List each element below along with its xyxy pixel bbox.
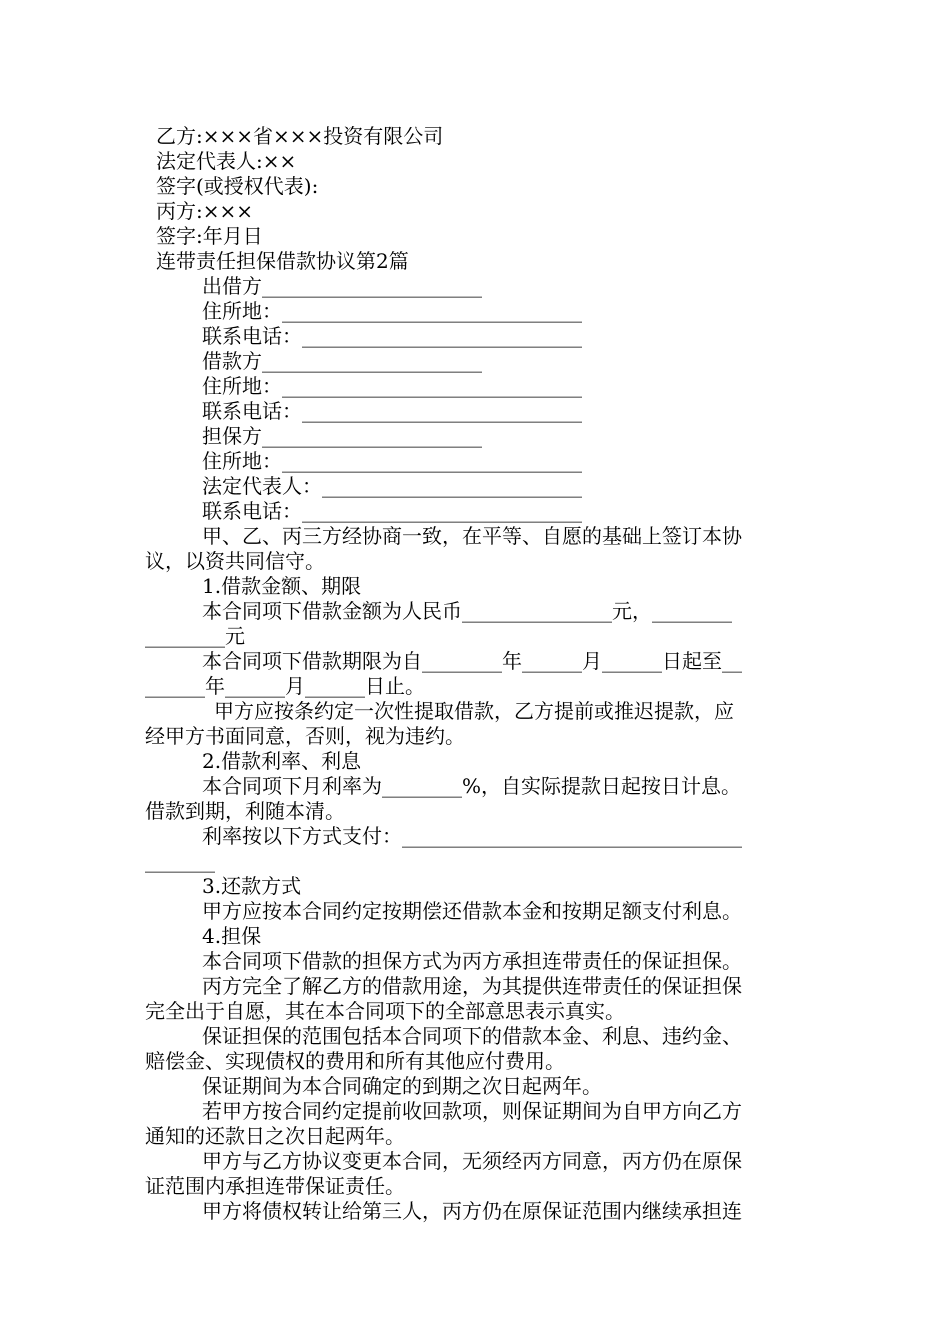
guarantee-method-line: 本合同项下借款的担保方式为丙方承担连带责任的保证担保。 (202, 949, 742, 973)
guarantee-purpose-line-2: 完全出于自愿，其在本合同项下的全部意思表示真实。 (145, 999, 625, 1023)
guarantor-legal-rep-line: 法定代表人：__________________________ (202, 474, 582, 498)
lender-address-line: 住所地：______________________________ (202, 299, 582, 323)
payment-method-line-1: 利率按以下方式支付：__________________________________ (202, 824, 742, 848)
sign-date-line: 签字:年月日 (156, 224, 263, 248)
heading-interest: 2.借款利率、利息 (202, 749, 362, 773)
guarantee-scope-line-1: 保证担保的范围包括本合同项下的借款本金、利息、违约金、 (202, 1024, 742, 1048)
early-recall-line-2: 通知的还款日之次日起两年。 (145, 1124, 405, 1148)
guarantee-scope-line-2: 赔偿金、实现债权的费用和所有其他应付费用。 (145, 1049, 565, 1073)
loan-term-line-1: 本合同项下借款期限为自________年______月______日起至__ (202, 649, 742, 673)
borrower-phone-line: 联系电话：____________________________ (202, 399, 582, 423)
drawdown-line-1: 甲方应按条约定一次性提取借款，乙方提前或推迟提款，应 (214, 699, 734, 723)
payment-method-line-2: _______ (145, 849, 215, 873)
borrower-line: 借款方______________________ (202, 349, 482, 373)
lender-phone-line: 联系电话：____________________________ (202, 324, 582, 348)
heading-repayment: 3.还款方式 (202, 874, 302, 898)
heading-guarantee: 4.担保 (202, 924, 262, 948)
signature-line: 签字(或授权代表): (156, 174, 319, 198)
amendment-line-2: 证范围内承担连带保证责任。 (145, 1174, 405, 1198)
early-recall-line-1: 若甲方按合同约定提前收回款项，则保证期间为自甲方向乙方 (202, 1099, 742, 1123)
preamble-line-1: 甲、乙、丙三方经协商一致，在平等、自愿的基础上签订本协 (202, 524, 742, 548)
legal-rep-line: 法定代表人:×× (156, 149, 297, 173)
guarantor-address-line: 住所地：______________________________ (202, 449, 582, 473)
preamble-line-2: 议，以资共同信守。 (145, 549, 325, 573)
lender-line: 出借方______________________ (202, 274, 482, 298)
assignment-line-1: 甲方将债权转让给第三人，丙方仍在原保证范围内继续承担连 (202, 1199, 742, 1223)
guarantee-purpose-line-1: 丙方完全了解乙方的借款用途，为其提供连带责任的保证担保 (202, 974, 742, 998)
interest-line-2: 借款到期，利随本清。 (145, 799, 345, 823)
interest-line-1: 本合同项下月利率为________%，自实际提款日起按日计息。 (202, 774, 742, 798)
party-c-line: 丙方:××× (156, 199, 254, 223)
drawdown-line-2: 经甲方书面同意，否则，视为违约。 (145, 724, 465, 748)
guarantee-period-line: 保证期间为本合同确定的到期之次日起两年。 (202, 1074, 602, 1098)
section-title: 连带责任担保借款协议第2篇 (156, 249, 409, 273)
loan-term-line-2: ______年______月______日止。 (145, 674, 425, 698)
heading-loan-amount: 1.借款金额、期限 (202, 574, 362, 598)
repayment-line: 甲方应按本合同约定按期偿还借款本金和按期足额支付利息。 (202, 899, 742, 923)
borrower-address-line: 住所地：______________________________ (202, 374, 582, 398)
guarantor-phone-line: 联系电话：____________________________ (202, 499, 582, 523)
loan-amount-line-2: ________元 (145, 624, 245, 648)
amendment-line-1: 甲方与乙方协议变更本合同，无须经丙方同意，丙方仍在原保 (202, 1149, 742, 1173)
loan-amount-line-1: 本合同项下借款金额为人民币_______________元，________ (202, 599, 732, 623)
guarantor-line: 担保方______________________ (202, 424, 482, 448)
party-b-line: 乙方:×××省×××投资有限公司 (156, 124, 444, 148)
